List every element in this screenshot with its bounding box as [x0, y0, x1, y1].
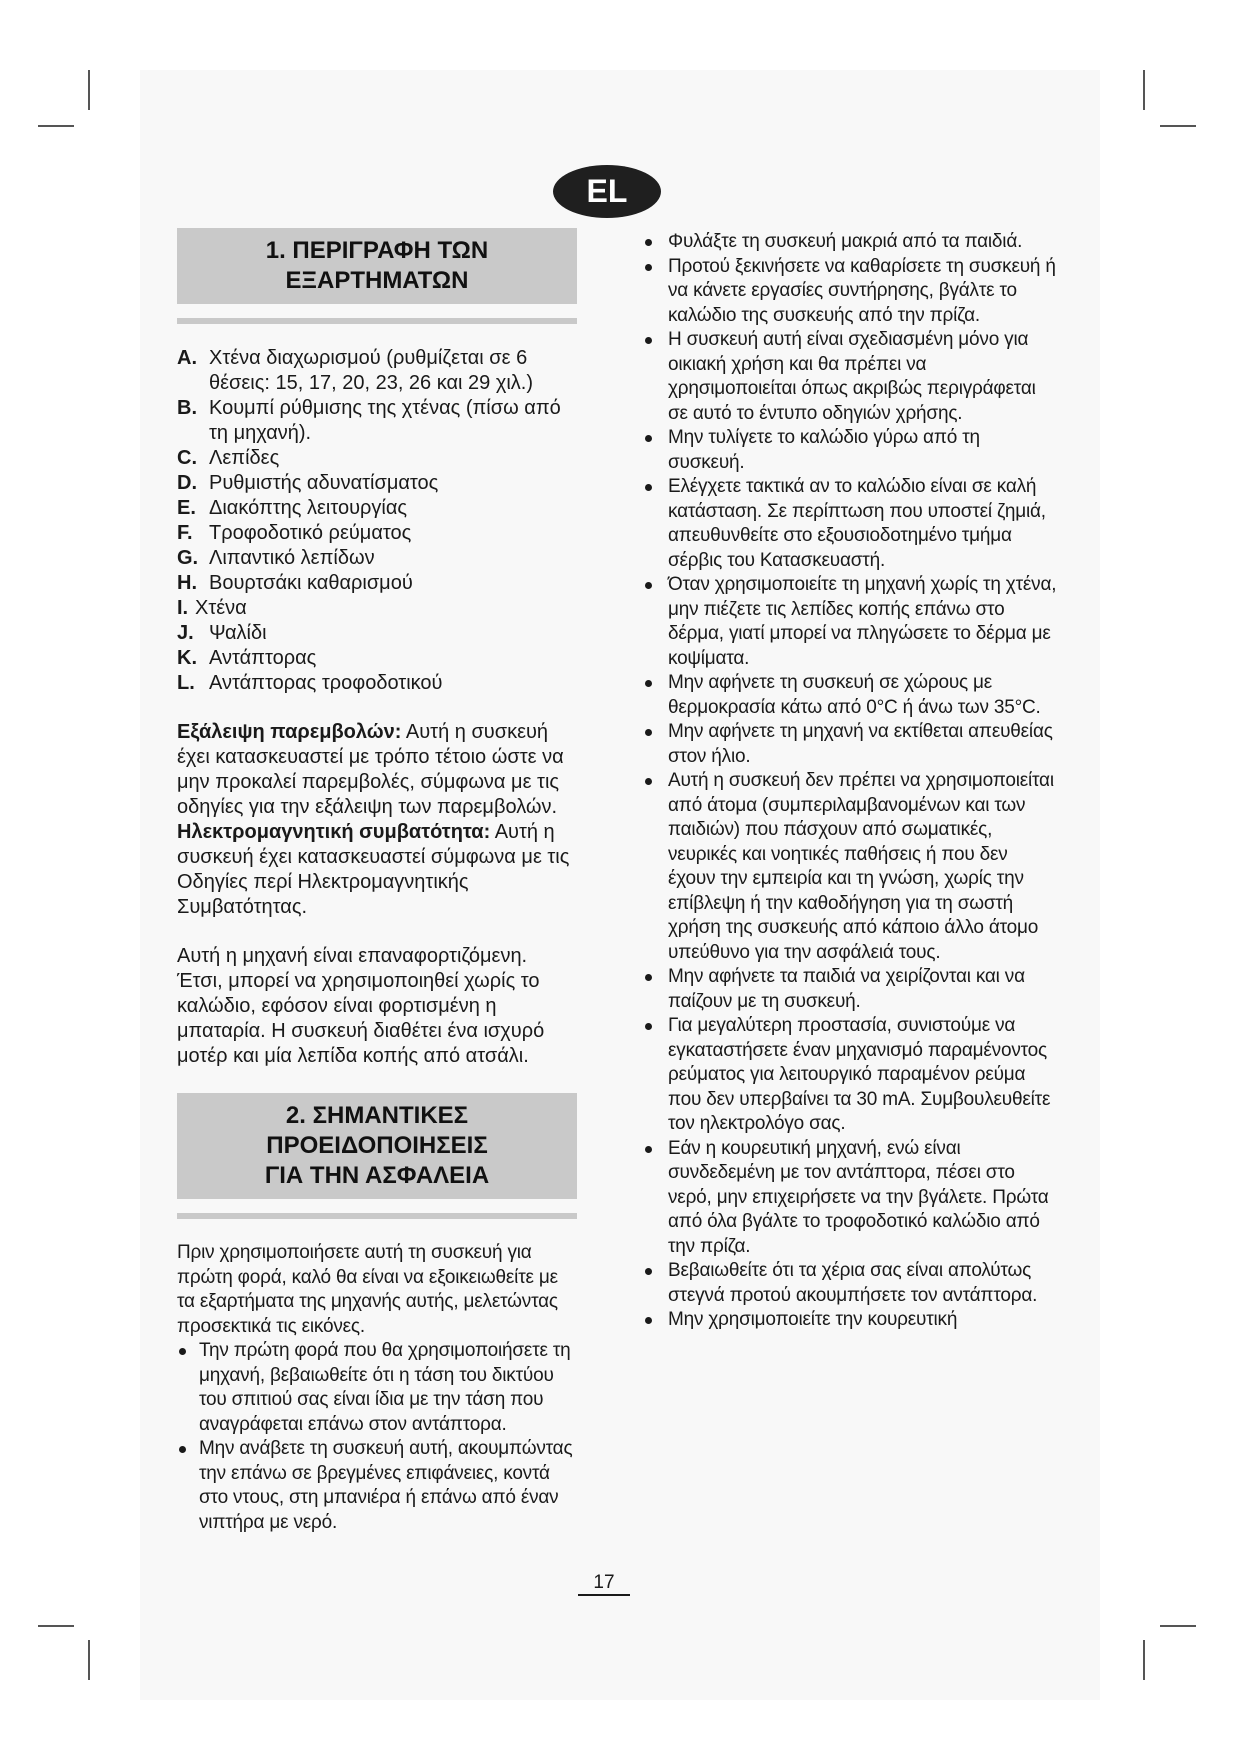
- crop-mark-bl-v: [88, 1640, 90, 1680]
- warning-item: Μην τυλίγετε το καλώδιο γύρω από τη συσκευή.: [638, 426, 1058, 475]
- parts-list: [177, 346, 577, 696]
- safety-intro: Πριν χρησιμοποιήσετε αυτή τη συσκευή για πρώτη φορά, καλό θα είναι να εξοικειωθείτε με τα εξαρτήματα της μηχανής αυτής, μελετώντας προσεκτικά τις εικόνες.: [177, 1242, 558, 1337]
- right-column: [638, 230, 1058, 1333]
- warning-item: Η συσκευή αυτή είναι σχεδιασμένη μόνο για οικιακή χρήση και θα πρέπει να χρησιμοποιείται όπως ακριβώς περιγράφεται σε αυτό το έντυπο οδηγιών χρήσης.: [638, 328, 1058, 426]
- part-item: [177, 471, 577, 496]
- part-item: [177, 646, 577, 671]
- section2-rule: [177, 1213, 577, 1219]
- warning-item: Μην αφήνετε τη συσκευή σε χώρους με θερμοκρασία κάτω από 0°C ή άνω των 35°C.: [638, 671, 1058, 720]
- crop-mark-br-h: [1160, 1625, 1196, 1627]
- section1-rule: [177, 318, 577, 324]
- part-item: [177, 446, 577, 471]
- crop-mark-br-v: [1143, 1640, 1145, 1680]
- section1-title: 1. ΠΕΡΙΓΡΑΦΗ ΤΩΝ ΕΞΑΡΤΗΜΑΤΩΝ: [177, 228, 577, 304]
- part-text: Τροφοδοτικό ρεύματος: [209, 522, 412, 544]
- left-column: [177, 228, 577, 1535]
- emc-paragraph: [177, 820, 577, 920]
- part-text: Χτένα: [195, 597, 247, 619]
- section2-title-line2: ΓΙΑ ΤΗΝ ΑΣΦΑΛΕΙΑ: [264, 1162, 490, 1189]
- section2-title-line1: 2. ΣΗΜΑΝΤΙΚΕΣ ΠΡΟΕΙΔΟΠΟΙΗΣΕΙΣ: [266, 1102, 488, 1159]
- warning-item: Την πρώτη φορά που θα χρησιμοποιήσετε τη μηχανή, βεβαιωθείτε ότι η τάση του δικτύου του σπιτιού σας είναι ίδια με την τάση που αναγράφεται επάνω στον αντάπτορα.: [177, 1339, 577, 1437]
- part-text: Χτένα διαχωρισμού (ρυθμίζεται σε 6 θέσεις: 15, 17, 20, 23, 26 και 29 χιλ.): [209, 347, 534, 394]
- part-item: [177, 671, 577, 696]
- part-letter: H.: [177, 572, 197, 594]
- part-text: Ρυθμιστής αδυνατίσματος: [209, 472, 439, 494]
- crop-mark-bl-h: [38, 1625, 74, 1627]
- part-letter: L.: [177, 672, 195, 694]
- warning-item: Μην αφήνετε τη μηχανή να εκτίθεται απευθείας στον ήλιο.: [638, 720, 1058, 769]
- crop-mark-tl-v: [88, 70, 90, 110]
- interference-text: Αυτή η συσκευή έχει κατασκευαστεί με τρόπο τέτοιο ώστε να μην προκαλεί παρεμβολές, σύμφωνα με τις οδηγίες για την εξάλειψη των παρεμβολών.: [177, 721, 564, 818]
- part-item: [177, 496, 577, 521]
- part-text: Κουμπί ρύθμισης της χτένας (πίσω από τη μηχανή).: [209, 397, 561, 444]
- language-badge: EL: [553, 165, 661, 218]
- part-letter: E.: [177, 497, 196, 519]
- warning-item: Αυτή η συσκευή δεν πρέπει να χρησιμοποιείται από άτομα (συμπεριλαμβανομένων και των παιδιών) που πάσχουν από σωματικές, νευρικές και νοητικές παθήσεις ή που δεν έχουν την εμπειρία και τη γνώση, χωρίς την επίβλεψη ή την καθοδήγηση για τη σωστή χρήση της συσκευής από κάποιο άλλο άτομο υπεύθυνο για την ασφάλειά τους.: [638, 769, 1058, 965]
- part-letter: C.: [177, 447, 197, 469]
- crop-mark-tr-v: [1143, 70, 1145, 110]
- interference-label: Εξάλειψη παρεμβολών:: [177, 721, 402, 743]
- warning-item: Μην αφήνετε τα παιδιά να χειρίζονται και να παίζουν με τη συσκευή.: [638, 965, 1058, 1014]
- warning-item: Μην χρησιμοποιείτε την κουρευτική: [638, 1308, 1058, 1333]
- part-text: Ψαλίδι: [209, 622, 267, 644]
- part-item: [177, 596, 577, 621]
- part-item: [177, 546, 577, 571]
- part-item: [177, 571, 577, 596]
- warning-item: Φυλάξτε τη συσκευή μακριά από τα παιδιά.: [638, 230, 1058, 255]
- part-text: Λιπαντικό λεπίδων: [209, 547, 375, 569]
- emc-text: Αυτή η συσκευή έχει κατασκευαστεί σύμφωνα με τις Οδηγίες περί Ηλεκτρομαγνητικής Συμβατότητας.: [177, 821, 570, 918]
- part-text: Αντάπτορας: [209, 647, 317, 669]
- left-warning-list: [177, 1339, 577, 1535]
- part-letter: J.: [177, 622, 194, 644]
- part-letter: F.: [177, 522, 193, 544]
- part-letter: K.: [177, 647, 197, 669]
- warning-item: Προτού ξεκινήσετε να καθαρίσετε τη συσκευή ή να κάνετε εργασίες συντήρησης, βγάλτε το καλώδιο της συσκευής από την πρίζα.: [638, 255, 1058, 329]
- crop-mark-tl-h: [38, 125, 74, 127]
- emc-label: Ηλεκτρομαγνητική συμβατότητα:: [177, 821, 491, 843]
- part-item: [177, 521, 577, 546]
- warning-item: Εάν η κουρευτική μηχανή, ενώ είναι συνδεδεμένη με τον αντάπτορα, πέσει στο νερό, μην επιχειρήσετε να την βγάλετε. Πρώτα από όλα βγάλτε το τροφοδοτικό καλώδιο από την πρίζα.: [638, 1137, 1058, 1260]
- warning-item: Ελέγχετε τακτικά αν το καλώδιο είναι σε καλή κατάσταση. Σε περίπτωση που υποστεί ζημιά, απευθυνθείτε στο εξουσιοδοτημένο τμήμα σέρβις του Κατασκευαστή.: [638, 475, 1058, 573]
- warning-item: Όταν χρησιμοποιείτε τη μηχανή χωρίς τη χτένα, μην πιέζετε τις λεπίδες κοπής επάνω στο δέρμα, γιατί μπορεί να πληγώσετε το δέρμα με κοψίματα.: [638, 573, 1058, 671]
- warning-item: Για μεγαλύτερη προστασία, συνιστούμε να εγκαταστήσετε έναν μηχανισμό παραμένοντος ρεύματος για λειτουργικό παραμένον ρεύμα που δεν υπερβαίνει τα 30 mA. Συμβουλευθείτε τον ηλεκτρολόγο σας.: [638, 1014, 1058, 1137]
- part-text: Βουρτσάκι καθαρισμού: [209, 572, 413, 594]
- part-text: Λεπίδες: [209, 447, 280, 469]
- section2-title: [177, 1093, 577, 1199]
- warning-item: Βεβαιωθείτε ότι τα χέρια σας είναι απολύτως στεγνά προτού ακουμπήσετε τον αντάπτορα.: [638, 1259, 1058, 1308]
- part-letter: I.: [177, 597, 189, 619]
- part-item: [177, 346, 577, 396]
- crop-mark-tr-h: [1160, 125, 1196, 127]
- part-text: Διακόπτης λειτουργίας: [209, 497, 408, 519]
- part-item: [177, 396, 577, 446]
- part-item: [177, 621, 577, 646]
- part-letter: D.: [177, 472, 197, 494]
- warning-item: Μην ανάβετε τη συσκευή αυτή, ακουμπώντας την επάνω σε βρεγμένες επιφάνειες, κοντά στο ντους, στη μπανιέρα ή επάνω από έναν νιπτήρα με νερό.: [177, 1437, 577, 1535]
- part-letter: A.: [177, 347, 197, 369]
- right-warning-list: [638, 230, 1058, 1333]
- interference-paragraph: [177, 720, 577, 820]
- page-number: 17: [578, 1572, 630, 1596]
- part-text: Αντάπτορας τροφοδοτικού: [209, 672, 443, 694]
- rechargeable-paragraph: Αυτή η μηχανή είναι επαναφορτιζόμενη. Έτσι, μπορεί να χρησιμοποιηθεί χωρίς το καλώδιο, εφόσον είναι φορτισμένη η μπαταρία. Η συσκευή διαθέτει ένα ισχυρό μοτέρ και μία λεπίδα κοπής από ατσάλι.: [177, 945, 545, 1067]
- part-letter: G.: [177, 547, 199, 569]
- part-letter: B.: [177, 397, 197, 419]
